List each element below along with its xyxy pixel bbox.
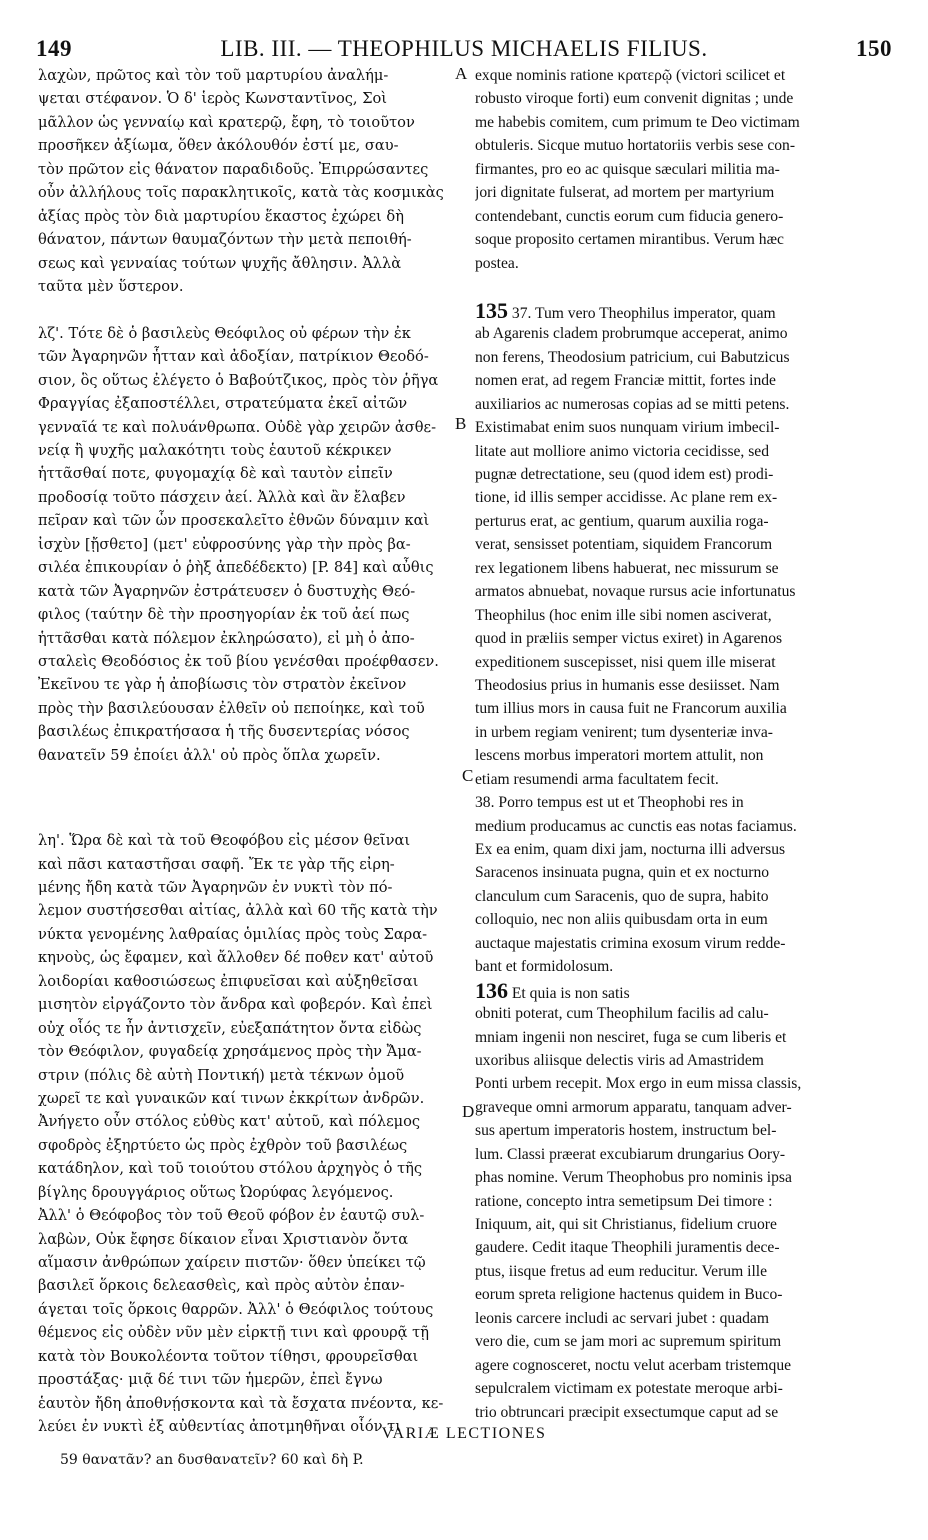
greek-text-line: φιλος (ταύτην δὲ τὴν προσηγορίαν ἐκ τοῦ ἀεί πως <box>38 606 410 624</box>
greek-text-line: αἵμασιν ἀνθρώπων χαίρειν πιστῶν· ὅθεν ὑπείκει τῷ <box>38 1254 426 1271</box>
greek-text-line: προδοσίᾳ τοῦτο πάσχειν ἀεί. Ἀλλὰ καὶ ἂν ἔλαβεν <box>38 488 406 506</box>
latin-text-line: auxiliarios ac numerosas copias ad se mitti petens. <box>475 395 790 413</box>
latin-chapter-37-first-line: 135 37. Tum vero Theophilus imperator, quam <box>475 298 776 323</box>
latin-text-line: non ferens, Theodosium patricium, cui Babutzicus <box>475 348 790 366</box>
latin-text-line: leonis carcere includi ac servari jubet : quadam <box>475 1309 769 1327</box>
latin-text-line: contendebant, cunctis eorum cum fiducia genero- <box>475 207 784 225</box>
latin-paragraph-2 <box>475 322 895 978</box>
page-number-right: 150 <box>856 36 892 61</box>
greek-text-line: νείᾳ ἢ ψυχῆς μαλακότητι τοὺς ἑαυτοῦ κέκρικεν <box>38 442 392 459</box>
latin-text-line: verat, sensisset potentiam, siquidem Francorum <box>475 536 773 554</box>
latin-text-line: eorum spreta religione hactenus quidem in Buco- <box>475 1286 783 1304</box>
latin-text-line: expeditionem suscepisset, nisi quem ille miserat <box>475 653 776 671</box>
latin-text-line: soque proposito certamen mirantibus. Verum hæc <box>475 231 784 249</box>
greek-paragraph-3 <box>38 829 450 1438</box>
latin-text-line: bant et formidolosum. <box>475 958 614 976</box>
latin-text-line: Ex ea enim, quam dixi jam, nocturna illi adversus <box>475 841 786 858</box>
latin-text-line: etiam resumendi arma facultatem fecit. <box>475 770 719 788</box>
latin-text-line: in urbem regiam venirent; tum dysenteriæ inva- <box>475 723 773 741</box>
latin-text-line: lum. Classi præerat excubiarum drungarius Oory- <box>475 1145 786 1163</box>
latin-text-line: ratione, concepto intra semetipsum Dei timore : <box>475 1192 773 1210</box>
latin-text-line: exque nominis ratione κρατερῷ (victori scilicet et <box>475 67 786 84</box>
latin-text-line: sus apertum imperatoris hostem, instructum bel- <box>475 1122 777 1140</box>
latin-text-line: Saracenos insinuata pugna, quin et ex nocturno <box>475 864 770 882</box>
latin-text-line: robusto viroque forti) eum convenit dignitas ; unde <box>475 90 794 108</box>
greek-text-line: λαχὼν, πρῶτος καὶ τὸν τοῦ μαρτυρίου ἀναλήμ- <box>38 67 389 84</box>
latin-text-line: litate aut molliore animo victoria cecidisse, sed <box>475 442 770 460</box>
latin-text-line: medium producamus ac cunctis eas notas faciamus. <box>475 817 797 835</box>
greek-text-line: μένης ἤδη κατὰ τῶν Ἀγαρηνῶν ἐν νυκτὶ τὸν πό- <box>38 879 393 896</box>
latin-text-line: quod in præliis semper victus exiret) in Agarenos <box>475 630 783 648</box>
greek-text-line: πεῖραν καὶ τῶν ὧν προσεκαλεῖτο ἐθνῶν δύναμιν καὶ <box>38 512 430 530</box>
greek-text-line: Ἀνήγετο οὖν στόλος εὐθὺς κατ' αὐτοῦ, καὶ πόλεμος <box>38 1113 421 1131</box>
margin-letter-c: C <box>462 766 474 785</box>
latin-text-line: pugnæ detrectatione, seu (quod idem est) prodi- <box>475 466 774 483</box>
margin-letter-b: B <box>455 414 467 433</box>
greek-text-line: σεως καὶ γενναίας τούτων ψυχῆς ἄθλησιν. Ἀλλὰ <box>38 254 402 272</box>
greek-text-line: σταλεὶς Θεοδόσιος ἐκ τοῦ βίου γενέσθαι προέφθασεν. <box>38 652 439 670</box>
latin-text-line: phas nomine. Verum Theophobus pro nominis ipsa <box>475 1169 792 1187</box>
latin-column <box>475 64 895 1424</box>
greek-paragraph-1 <box>38 64 450 298</box>
latin-text-line: firmantes, pro eo ac quisque sæculari militia ma- <box>475 160 780 178</box>
greek-text-line: πρὸς τὴν βασιλεύουσαν ἐλθεῖν οὐ πεποίηκε, καὶ τοῦ <box>38 699 425 717</box>
greek-text-line: θανατεῖν 59 ἐποίει ἀλλ' οὐ πρὸς ὅπλα χωρεῖν. <box>38 746 381 764</box>
latin-text-line: obtuleris. Sicque mutuo hortatoriis verbis sese con- <box>475 137 796 155</box>
latin-text-line: armatos abnuebat, novaque rursus acie infortunatus <box>475 583 796 601</box>
latin-text-line: colloquio, nec non aliis quibusdam orta in eum <box>475 911 768 929</box>
greek-text-line: τῶν Ἀγαρηνῶν ἧτταν καὶ ἀδοξίαν, πατρίκιον Θεοδό- <box>38 348 429 366</box>
greek-text-line: Ἐκεῖνου τε γὰρ ἡ ἀποβίωσις τὸν στρατὸν ἐκεῖνον <box>38 676 407 694</box>
greek-text-line: κηνοὺς, ὡς ἔφαμεν, καὶ ἄλλοθεν δέ ποθεν κατ' αὐτοῦ <box>38 949 434 967</box>
latin-text-line: Ponti urbem recepit. Mox ergo in eum missa classis, <box>475 1075 802 1093</box>
running-header <box>36 36 892 66</box>
greek-text-line: κατὰ τὸν Βουκολέοντα τοῦτον τίθησι, φρουρεῖσθαι <box>38 1347 419 1365</box>
greek-text-line: άγεται τοῖς ὅρκοις θαρρῶν. Ἀλλ' ὁ Θεόφιλος τούτους <box>38 1300 434 1318</box>
page-marker-135: 135 <box>475 298 508 323</box>
greek-text-line: σιον, ὃς οὕτως ἐλέγετο ὁ Βαβούτζικος, πρὸς τὸν ῥῆγα <box>38 371 439 389</box>
latin-text-line: mniam ingenii non nesciret, fuga se cum liberis et <box>475 1028 787 1046</box>
margin-letter-a: A <box>455 64 468 83</box>
greek-paragraph-2 <box>38 322 450 767</box>
variae-lectiones-heading: VARIÆ LECTIONES <box>381 1425 547 1442</box>
latin-line-136: 136 Et quia is non satis <box>475 978 630 1003</box>
greek-text-line: θέμενος εἰς οὐδὲν νῦν μὲν εἱρκτῇ τινι καὶ φρουρᾷ τῇ <box>38 1324 429 1342</box>
greek-text-line: γενναῖά τε καὶ πολυάνθρωπα. Οὐδὲ γὰρ χειρῶν ἀσθε- <box>38 418 437 436</box>
greek-text-line: στριν (πόλις δὲ αὐτὴ Ποντική) μετὰ τέκνων ὁμοῦ <box>38 1066 405 1084</box>
latin-text-line: ab Agarenis cladem probrumque acceperat, animo <box>475 325 788 343</box>
latin-text-line: perturus erat, ac gentium, quarum auxilia roga- <box>475 512 769 530</box>
greek-text-line: μᾶλλον ὡς γενναίῳ καὶ κρατερῷ, ἔφη, τὸ τοιοῦτον <box>38 113 415 131</box>
latin-text-line: rex legationem libens habuerat, nec missurum se <box>475 559 779 577</box>
latin-text-line: 38. Porro tempus est ut et Theophobi res in <box>475 794 744 812</box>
latin-text-line: ptus, iisque fretus ad eum reducitur. Verum ille <box>475 1262 768 1280</box>
margin-letter-d: D <box>462 1102 475 1121</box>
page-marker-136: 136 <box>475 978 508 1003</box>
greek-text-line: κατὰ τῶν Ἀγαρηνῶν ἐστράτευσεν ὁ δυστυχὴς Θεό- <box>38 582 416 600</box>
running-title: LIB. III. — THEOPHILUS MICHAELIS FILIUS. <box>220 36 708 61</box>
latin-text-line: Theophilus (hoc enim ille sibi nomen asciverat, <box>475 606 772 624</box>
latin-text-line: Iniquum, ait, qui sit Christianus, fidelium cruore <box>475 1216 777 1233</box>
greek-text-line: βίγλης δρουγγάριος οὕτως Ὠορύφας λεγόμενος. <box>38 1183 394 1201</box>
latin-text-line: me habebis comitem, cum primum te Deo victimam <box>475 113 800 131</box>
greek-text-line: τὸν πρῶτον εἰς θάνατον παραδιδοῦς. Ἐπιρρώσαντες <box>38 160 429 178</box>
latin-text-line: trio obtruncari præcipit exsectumque caput ad se <box>475 1403 779 1421</box>
greek-text-line: θάνατον, πάντων θαυμαζόντων τὴν μετὰ πεποιθή- <box>38 231 412 249</box>
greek-text-line: ταῦτα μὲν ὕστερον. <box>38 277 184 295</box>
greek-text-line: οὖν ἀλλήλους τοῖς παρακλητικοῖς, κατὰ τὰς κοσμικὰς <box>38 184 444 202</box>
latin-text-line: jori dignitate fulserat, ad mortem per martyrium <box>475 184 775 202</box>
latin-text-line: obniti poterat, cum Theophilum facilis ad calu- <box>475 1005 769 1023</box>
greek-text-line: λζ'. Τότε δὲ ὁ βασιλεὺς Θεόφιλος οὐ φέρων τὴν ἐκ <box>38 324 411 342</box>
page-number-left: 149 <box>36 36 72 61</box>
latin-text-line: vero die, cum se jam mori ac supremum spiritum <box>475 1333 782 1351</box>
greek-text-line: οὐχ οἷός τε ἦν ἀντισχεῖν, εὐεξαπάτητον ὄντα εἰδὼς <box>38 1019 422 1037</box>
greek-text-line: σιλέα ἐπικουρίαν ὁ ῥὴξ ἀπεδέδεκτο) [P. 84] καὶ αὖθις <box>38 559 434 577</box>
latin-text-line: Existimabat enim suos nunquam virium imbecil- <box>475 419 780 437</box>
latin-text-line: graveque omni armorum apparatu, tanquam adver- <box>475 1098 792 1116</box>
latin-text-line: uxoribus aliisque delectis viris ad Amastridem <box>475 1051 764 1069</box>
greek-text-line: νύκτα γενομένης λαθραίας ὁμιλίας πρὸς τοὺς Σαρα- <box>38 925 428 943</box>
greek-text-line: λεύει ἐν νυκτὶ ἐξ αὐθεντίας ἀποτμηθῆναι οἷόν τι <box>38 1418 401 1436</box>
greek-text-line: ἡττᾶσθαί ποτε, φυγομαχίᾳ δὲ καὶ ταυτὸν εἰπεῖν <box>38 465 393 483</box>
greek-text-line: Ἀλλ' ὁ Θεόφοβος τὸν τοῦ Θεοῦ φόβον ἐν ἑαυτῷ συλ- <box>38 1207 425 1225</box>
latin-text-line: nomen erat, ad regem Franciæ mittit, fortes inde <box>475 372 776 390</box>
latin-text-line: tum illius mors in causa fuit ne Francorum auxilia <box>475 700 787 718</box>
greek-text-line: ψεται στέφανον. Ὁ δ' ἱερὸς Κωνσταντῖνος, Σοὶ <box>38 90 388 108</box>
greek-text-line: λαβὼν, Οὐκ ἔφησε δίκαιον εἶναι Χριστιανὸν ὄντα <box>38 1230 409 1248</box>
greek-text-line: βασιλέως ἐπικρατήσασα ἡ τῆς δυσεντερίας νόσος <box>38 723 410 741</box>
greek-text-line: ἡττᾶσθαι κατὰ πόλεμον ἐκληρώσατο), εἰ μὴ ὁ ἀπο- <box>38 629 415 647</box>
greek-text-line: ἀξίας πρὸς τὸν διὰ μαρτυρίου ἕκαστος ἐχώρει δὴ <box>38 207 404 225</box>
variant-readings-note: 59 θανατᾶν? an δυσθανατεῖν? 60 καὶ δὴ P. <box>60 1452 364 1468</box>
greek-text-line: σφοδρὸς ἐξηρτύετο ὡς πρὸς ἐχθρὸν τοῦ βασιλέως <box>38 1136 408 1154</box>
greek-text-line: Φραγγίας ἐξαποστέλλει, στρατεύματα ἐκεῖ αἰτῶν <box>38 395 408 413</box>
latin-paragraph-3 <box>475 1002 895 1424</box>
greek-column <box>38 64 450 1439</box>
latin-text-line: gaudere. Cedit itaque Theophili juramentis dece- <box>475 1239 780 1257</box>
greek-text-line: λεμον συστήσεσθαι αἰτίας, ἀλλὰ καὶ 60 τῆς κατὰ τὴν <box>38 902 438 920</box>
latin-text-line: tione, id illis semper accidisse. Ac plane rem ex- <box>475 489 778 507</box>
greek-text-line: προστάξας· μιᾷ δέ τινι τῶν ἡμερῶν, ἐπεὶ ἔγνω <box>38 1371 383 1389</box>
greek-text-line: βασιλεῖ ὅρκοις δελεασθεὶς, καὶ πρὸς αὐτὸν ἐπαν- <box>38 1277 405 1295</box>
latin-text-line: clanculum cum Saracenis, quo de supra, habito <box>475 887 769 905</box>
greek-text-line: χωρεῖ τε καὶ γυναικῶν καί τινων ἐκκρίτων ἀνδρῶν. <box>38 1089 425 1107</box>
latin-text-line: agere cognosceret, noctu velut acerbam tristemque <box>475 1356 792 1374</box>
greek-text-line: καὶ πᾶσι καταστῆσαι σαφῆ. Ἔκ τε γὰρ τῆς εἰρη- <box>38 855 395 873</box>
greek-text-line: μισητὸν εἰργάζοντο τὸν ἄνδρα καὶ φοβερόν. Καὶ ἐπεὶ <box>38 996 433 1014</box>
latin-text-line: auctaque majestatis crimina exosum virum redde- <box>475 934 786 952</box>
latin-text-line: Theodosius prius in humanis esse desiisset. Nam <box>475 676 780 694</box>
latin-text-line: postea. <box>475 254 519 272</box>
greek-text-line: ἑαυτὸν ἤδη ἀποθνῄσκοντα καὶ τὰ ἔσχατα πνέοντα, κε- <box>38 1394 444 1412</box>
latin-text-line: lescens morbus imperatori mortem attulit, non <box>475 747 764 765</box>
latin-paragraph-1 <box>475 64 895 275</box>
greek-text-line: ἰσχὺν [ᾔσθετο] (μετ' εὐφροσύνης γὰρ τὴν πρὸς βα- <box>38 535 411 553</box>
greek-text-line: τὸν Θεόφιλον, φυγαδείᾳ χρησάμενος πρὸς τὴν Ἄμα- <box>38 1043 422 1061</box>
greek-text-line: προσῆκεν ἀξίωμα, ὅθεν ἀκόλουθόν ἐστί με, σαυ- <box>38 137 399 155</box>
greek-text-line: κατάδηλον, καὶ τοῦ τοιούτου στόλου ἀρχηγὸς ὁ τῆς <box>38 1160 423 1178</box>
latin-text-line: sepulcralem victimam ex potestate meroque arbi- <box>475 1380 783 1398</box>
greek-text-line: λη'. Ὥρα δὲ καὶ τὰ τοῦ Θεοφόβου εἰς μέσον θεῖναι <box>38 832 411 850</box>
greek-text-line: λοιδορίαι καθοσιώσεως ἐπιφυεῖσαι καὶ αὐξηθεῖσαι <box>38 972 419 990</box>
